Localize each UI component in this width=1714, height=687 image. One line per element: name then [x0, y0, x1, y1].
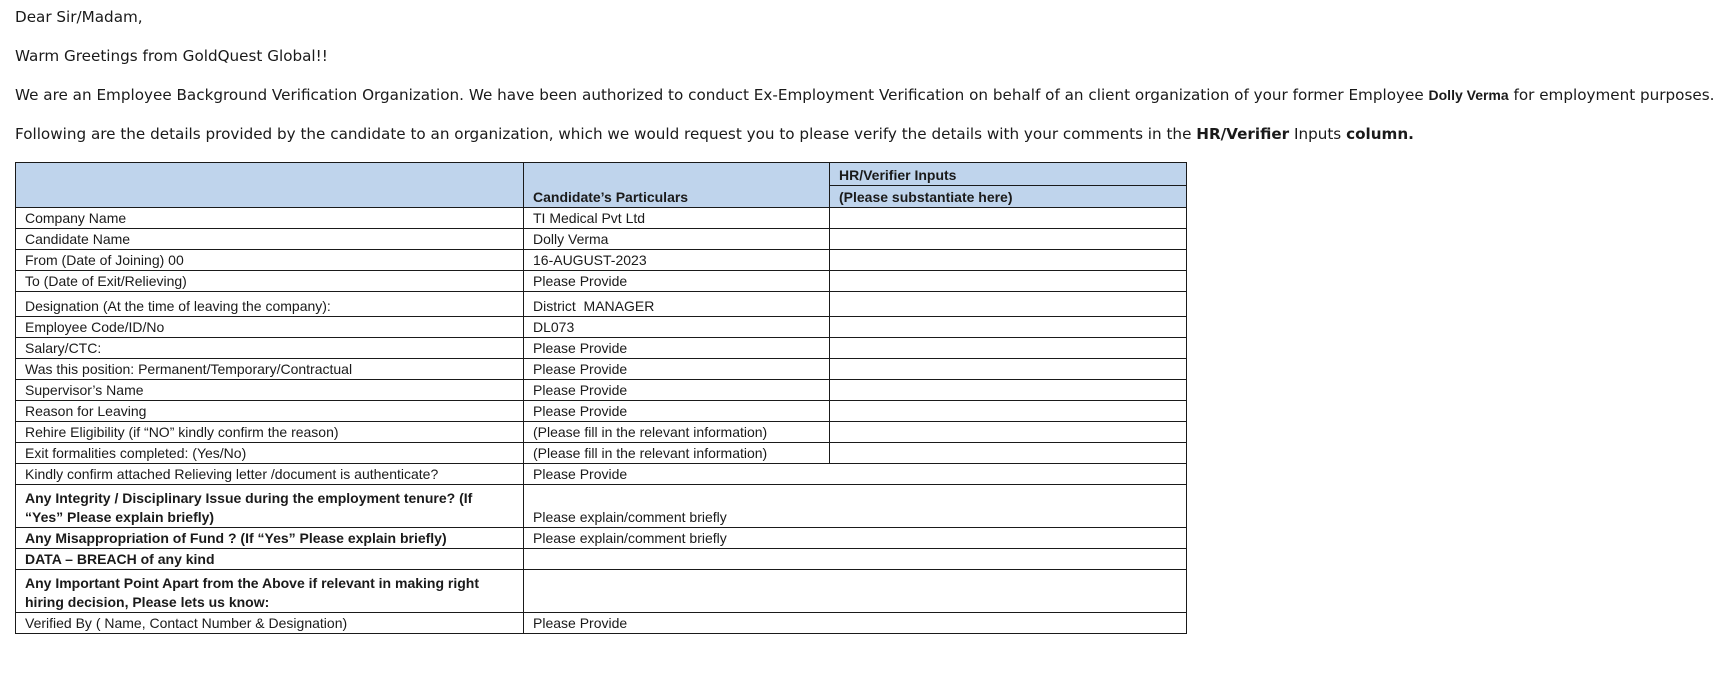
row-value: Dolly Verma	[524, 229, 830, 250]
row-label: Was this position: Permanent/Temporary/Contractual	[16, 359, 524, 380]
table-row	[16, 229, 1187, 250]
table-row	[16, 549, 1187, 570]
row-value: (Please fill in the relevant information)	[524, 422, 830, 443]
row-value: DL073	[524, 317, 830, 338]
row-value: Please Provide	[524, 359, 830, 380]
header-verifier-line2: (Please substantiate here)	[830, 186, 1187, 208]
row-value: Please Provide	[524, 464, 1187, 485]
row-value: 16-AUGUST-2023	[524, 250, 830, 271]
greeting: Warm Greetings from GoldQuest Global!!	[15, 47, 328, 65]
table-row	[16, 485, 1187, 528]
table-row	[16, 292, 1187, 317]
row-label: Exit formalities completed: (Yes/No)	[16, 443, 524, 464]
row-value: TI Medical Pvt Ltd	[524, 208, 830, 229]
row-value: Please explain/comment briefly	[524, 528, 1187, 549]
row-value: Please Provide	[524, 613, 1187, 634]
verifier-input-cell[interactable]	[830, 401, 1187, 422]
verifier-input-cell[interactable]	[830, 422, 1187, 443]
verifier-input-cell[interactable]	[830, 359, 1187, 380]
request-text: Following are the details provided by the candidate to an organization, which we would request you to please verify the details with your comments in the	[15, 125, 1197, 143]
request-middle: Inputs	[1289, 125, 1347, 143]
table-row	[16, 422, 1187, 443]
row-label: Candidate Name	[16, 229, 524, 250]
table-row	[16, 613, 1187, 634]
verifier-input-cell[interactable]	[830, 317, 1187, 338]
header-label-cell	[16, 163, 524, 208]
request-end: column.	[1346, 125, 1414, 143]
intro-paragraph	[15, 84, 1714, 106]
row-label: Designation (At the time of leaving the company):	[16, 292, 524, 317]
table-row	[16, 208, 1187, 229]
row-value: (Please fill in the relevant information)	[524, 443, 830, 464]
row-label: Kindly confirm attached Relieving letter /document is authenticate?	[16, 464, 524, 485]
request-bold: HR/Verifier	[1196, 125, 1290, 143]
verifier-input-cell[interactable]	[830, 208, 1187, 229]
verifier-input-cell[interactable]	[830, 443, 1187, 464]
header-verifier-line1: HR/Verifier Inputs	[830, 163, 1187, 186]
verification-table	[15, 162, 1187, 634]
salutation: Dear Sir/Madam,	[15, 8, 143, 26]
row-label: Any Important Point Apart from the Above if relevant in making right hiring decision, Please lets us know:	[16, 570, 524, 613]
table-row	[16, 528, 1187, 549]
row-value	[524, 570, 1187, 613]
row-label: From (Date of Joining) 00	[16, 250, 524, 271]
intro-text-end: for employment purposes.	[1508, 86, 1714, 104]
row-label: Supervisor’s Name	[16, 380, 524, 401]
verifier-input-cell[interactable]	[830, 292, 1187, 317]
intro-text: We are an Employee Background Verification Organization. We have been authorized to conduct Ex-Employment Verification on behalf of an client organization of your former Employee	[15, 86, 1429, 104]
table-row	[16, 271, 1187, 292]
row-label: Any Misappropriation of Fund ? (If “Yes” Please explain briefly)	[16, 528, 524, 549]
table-row	[16, 250, 1187, 271]
table-row	[16, 570, 1187, 613]
table-row	[16, 338, 1187, 359]
row-value: Please explain/comment briefly	[524, 485, 1187, 528]
table-header-row	[16, 163, 1187, 186]
row-label: Verified By ( Name, Contact Number & Designation)	[16, 613, 524, 634]
table-row	[16, 443, 1187, 464]
row-value	[524, 549, 1187, 570]
verifier-input-cell[interactable]	[830, 271, 1187, 292]
verifier-input-cell[interactable]	[830, 338, 1187, 359]
table-row	[16, 359, 1187, 380]
request-paragraph	[15, 123, 1681, 145]
verifier-input-cell[interactable]	[830, 250, 1187, 271]
table-row	[16, 401, 1187, 422]
row-label: Employee Code/ID/No	[16, 317, 524, 338]
row-label: Company Name	[16, 208, 524, 229]
row-value: Please Provide	[524, 338, 830, 359]
table-row	[16, 317, 1187, 338]
row-label: Salary/CTC:	[16, 338, 524, 359]
row-label: Rehire Eligibility (if “NO” kindly confirm the reason)	[16, 422, 524, 443]
row-value: Please Provide	[524, 401, 830, 422]
row-value: District MANAGER	[524, 292, 830, 317]
row-label: DATA – BREACH of any kind	[16, 549, 524, 570]
table-row	[16, 464, 1187, 485]
row-value: Please Provide	[524, 271, 830, 292]
row-value: Please Provide	[524, 380, 830, 401]
table-row	[16, 380, 1187, 401]
header-particulars: Candidate’s Particulars	[524, 163, 830, 208]
candidate-name: Dolly Verma	[1428, 87, 1509, 103]
row-label: To (Date of Exit/Relieving)	[16, 271, 524, 292]
verifier-input-cell[interactable]	[830, 380, 1187, 401]
row-label: Reason for Leaving	[16, 401, 524, 422]
row-label: Any Integrity / Disciplinary Issue during the employment tenure? (If “Yes” Please explain briefly)	[16, 485, 524, 528]
verifier-input-cell[interactable]	[830, 229, 1187, 250]
